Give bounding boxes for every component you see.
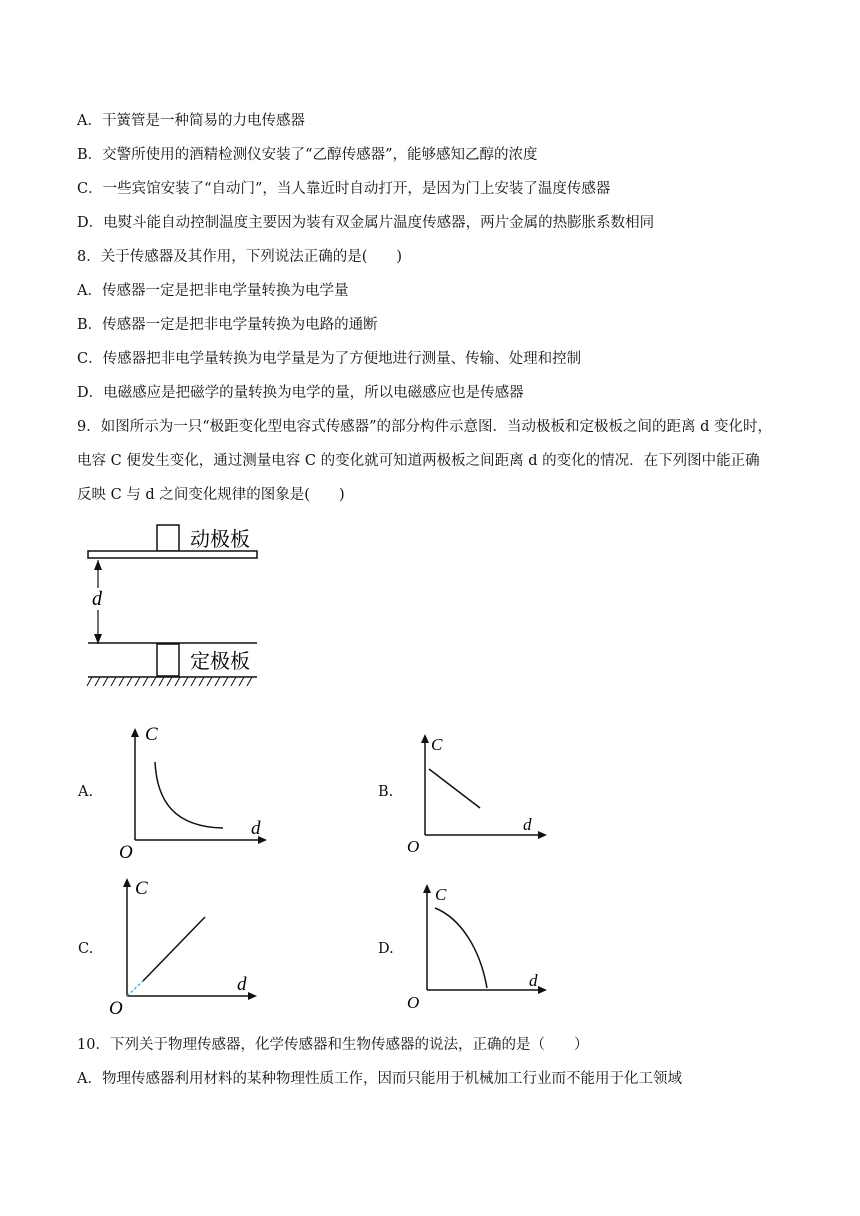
curve-c-dashed	[127, 981, 143, 996]
axis-c-label: C	[435, 885, 447, 904]
q8-option-b: B．传感器一定是把非电学量转换为电路的通断	[77, 317, 378, 333]
q7-option-b: B．交警所使用的酒精检测仪安装了“乙醇传感器”，能够感知乙醇的浓度	[77, 147, 538, 163]
axis-d-label: d	[237, 974, 247, 995]
origin-label: O	[407, 837, 420, 856]
q10-option-a: A．物理传感器利用材料的某种物理性质工作，因而只能用于机械加工行业而不能用于化工领域	[77, 1071, 682, 1087]
origin-label: O	[119, 842, 133, 862]
q9-stem-line1: 9．如图所示为一只“极距变化型电容式传感器”的部分构件示意图．当动极板和定极板之间的距离 d 变化时，	[77, 419, 773, 435]
option-d-label: D.	[378, 941, 394, 957]
option-c-label: C.	[78, 941, 94, 957]
q7-option-c: C．一些宾馆安装了“自动门”，当人靠近时自动打开，是因为门上安装了温度传感器	[77, 181, 611, 197]
q10-stem: 10．下列关于物理传感器，化学传感器和生物传感器的说法，正确的是（ ）	[77, 1037, 589, 1053]
curve-c	[143, 917, 205, 981]
moving-plate	[88, 551, 257, 558]
option-a-label: A.	[78, 784, 94, 800]
curve-b	[429, 769, 480, 808]
q7-option-d: D．电熨斗能自动控制温度主要因为装有双金属片温度传感器，两片金属的热膨胀系数相同	[77, 215, 655, 231]
q7-option-a: A．干簧管是一种简易的力电传感器	[77, 113, 305, 129]
moving-plate-label: 动极板	[190, 529, 250, 551]
moving-plate-block	[157, 525, 179, 551]
origin-label: O	[109, 998, 123, 1017]
axis-c-label: C	[135, 878, 148, 899]
curve-d	[435, 908, 487, 988]
q8-option-d: D．电磁感应是把磁学的量转换为电学的量，所以电磁感应也是传感器	[77, 385, 524, 401]
axis-d-label: d	[523, 815, 532, 834]
graph-a	[115, 722, 275, 862]
graph-b	[405, 730, 555, 860]
q8-option-c: C．传感器把非电学量转换为电学量是为了方便地进行测量、传输、处理和控制	[77, 351, 582, 367]
axis-c-label: C	[431, 735, 443, 754]
q9-stem-line3: 反映 C 与 d 之间变化规律的图象是( )	[77, 487, 345, 503]
axis-d-label: d	[251, 818, 261, 839]
graph-d	[405, 880, 555, 1015]
option-b-label: B.	[378, 784, 394, 800]
fixed-plate-label: 定极板	[190, 651, 250, 673]
axis-d-label: d	[529, 971, 538, 990]
q8-option-a: A．传感器一定是把非电学量转换为电学量	[77, 283, 349, 299]
curve-a	[155, 762, 223, 828]
q9-stem-line2: 电容 C 便发生变化，通过测量电容 C 的变化就可知道两极板之间距离 d 的变化的情况．在下列图中能正确	[77, 453, 760, 469]
q8-stem: 8．关于传感器及其作用，下列说法正确的是( )	[77, 249, 403, 265]
graph-c	[105, 872, 265, 1017]
capacitor-sensor-figure	[80, 520, 280, 690]
axis-c-label: C	[145, 724, 158, 745]
fixed-plate-block	[157, 644, 179, 676]
gap-label: d	[92, 588, 102, 610]
origin-label: O	[407, 993, 420, 1012]
